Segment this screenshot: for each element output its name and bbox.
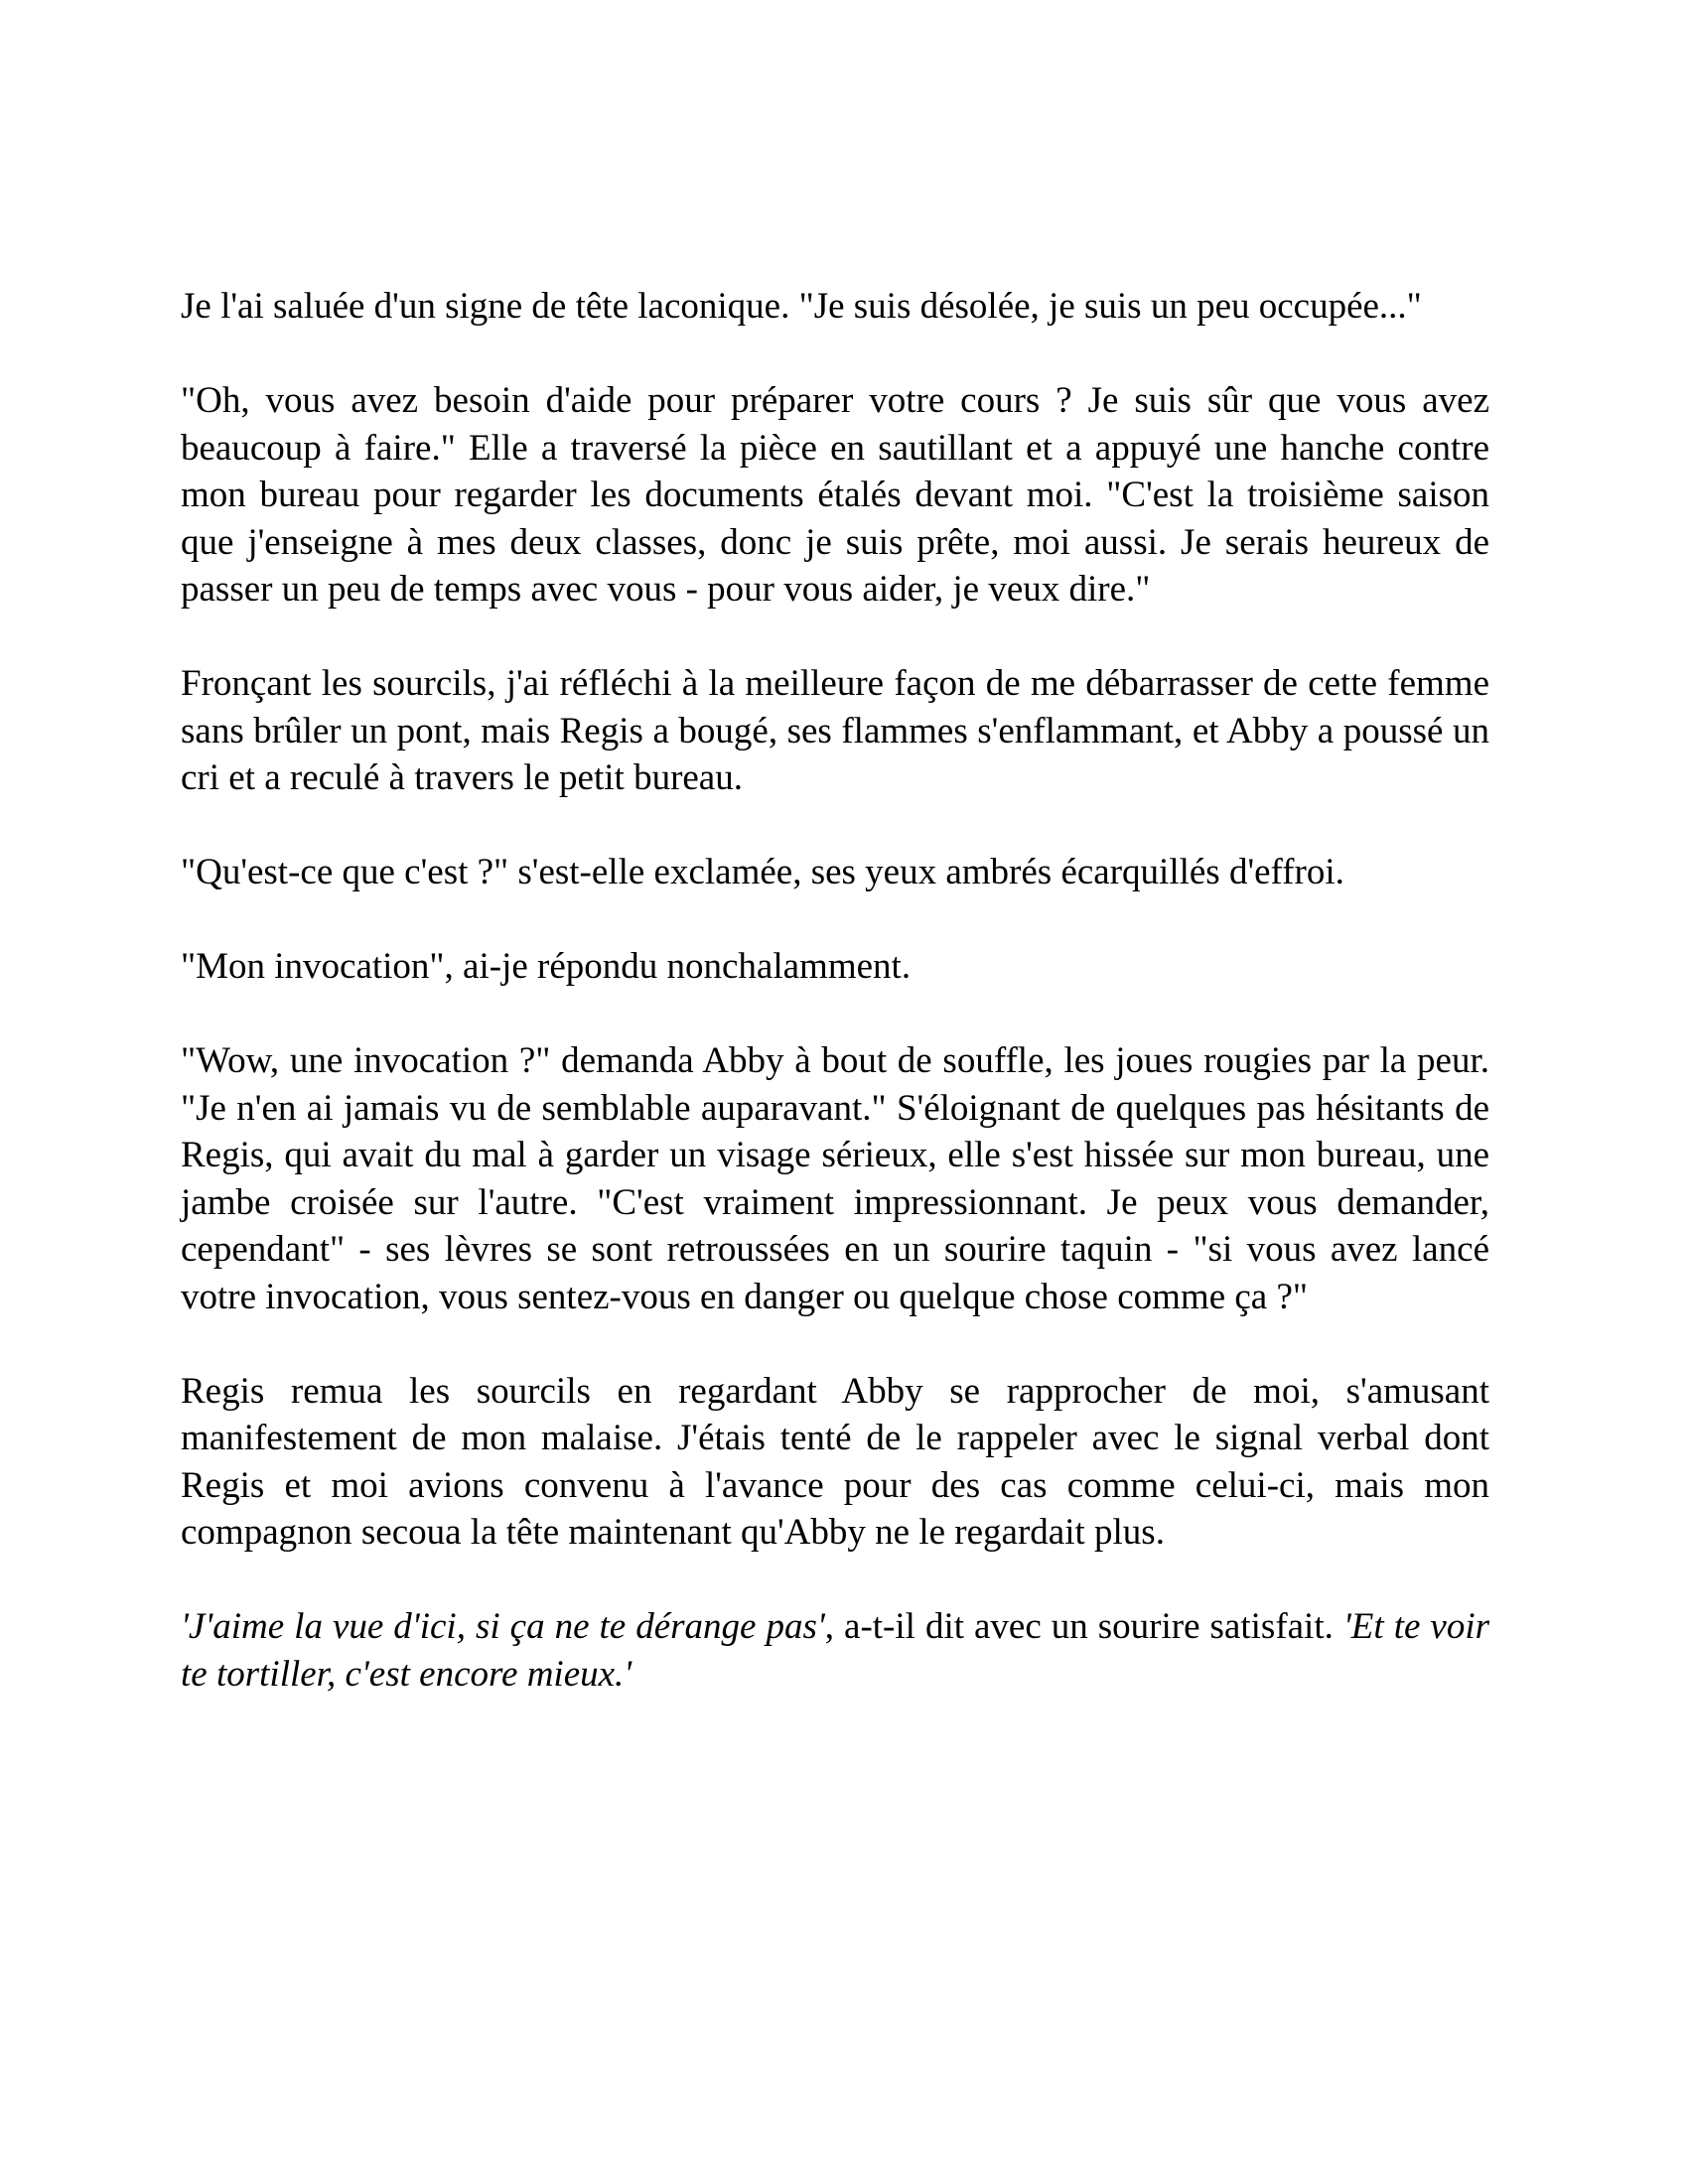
paragraph: "Mon invocation", ai-je répondu nonchalamment. — [181, 946, 912, 987]
paragraph: "Wow, une invocation ?" demanda Abby à bout de souffle, les joues rougies par la peur. "Je n'en ai jamais vu de semblable auparavant." S'éloignant de quelques pas hésitants de Regis, qui avait du mal à garder un visage sérieux, elle s'est hissée sur mon bureau, une jambe croisée sur l'autre. "C'est vraiment impressionnant. Je peux vous demander, cependant" - ses lèvres se sont retroussées en un sourire taquin - "si vous avez lancé votre invocation, vous sentez-vous en danger ou quelque chose comme ça ?" — [181, 1040, 1489, 1317]
paragraph: Fronçant les sourcils, j'ai réfléchi à la meilleure façon de me débarrasser de cette femme sans brûler un pont, mais Regis a bougé, ses flammes s'enflammant, et Abby a poussé un cri et a reculé à travers le petit bureau. — [181, 663, 1489, 798]
document-page — [181, 283, 1489, 1745]
final-paragraph — [181, 1603, 1489, 1698]
italic-thought: 'Et te voir te tortiller, c'est encore mieux.' — [181, 1606, 1489, 1695]
paragraph: Regis remua les sourcils en regardant Abby se rapprocher de moi, s'amusant manifestement de mon malaise. J'étais tenté de le rappeler avec le signal verbal dont Regis et moi avions convenu à l'avance pour des cas comme celui-ci, mais mon compagnon secoua la tête maintenant qu'Abby ne le regardait plus. — [181, 1370, 1489, 1553]
narration: , a-t-il dit avec un sourire satisfait. — [824, 1606, 1343, 1647]
italic-thought: 'J'aime la vue d'ici, si ça ne te dérange pas' — [181, 1606, 825, 1647]
paragraph: "Oh, vous avez besoin d'aide pour préparer votre cours ? Je suis sûr que vous avez beaucoup à faire." Elle a traversé la pièce en sautillant et a appuyé une hanche contre mon bureau pour regarder les documents étalés devant moi. "C'est la troisième saison que j'enseigne à mes deux classes, donc je suis prête, moi aussi. Je serais heureux de passer un peu de temps avec vous - pour vous aider, je veux dire." — [181, 380, 1489, 610]
paragraph: Je l'ai saluée d'un signe de tête laconique. "Je suis désolée, je suis un peu occupée..." — [181, 286, 1422, 327]
paragraph: "Qu'est-ce que c'est ?" s'est-elle exclamée, ses yeux ambrés écarquillés d'effroi. — [181, 852, 1344, 892]
